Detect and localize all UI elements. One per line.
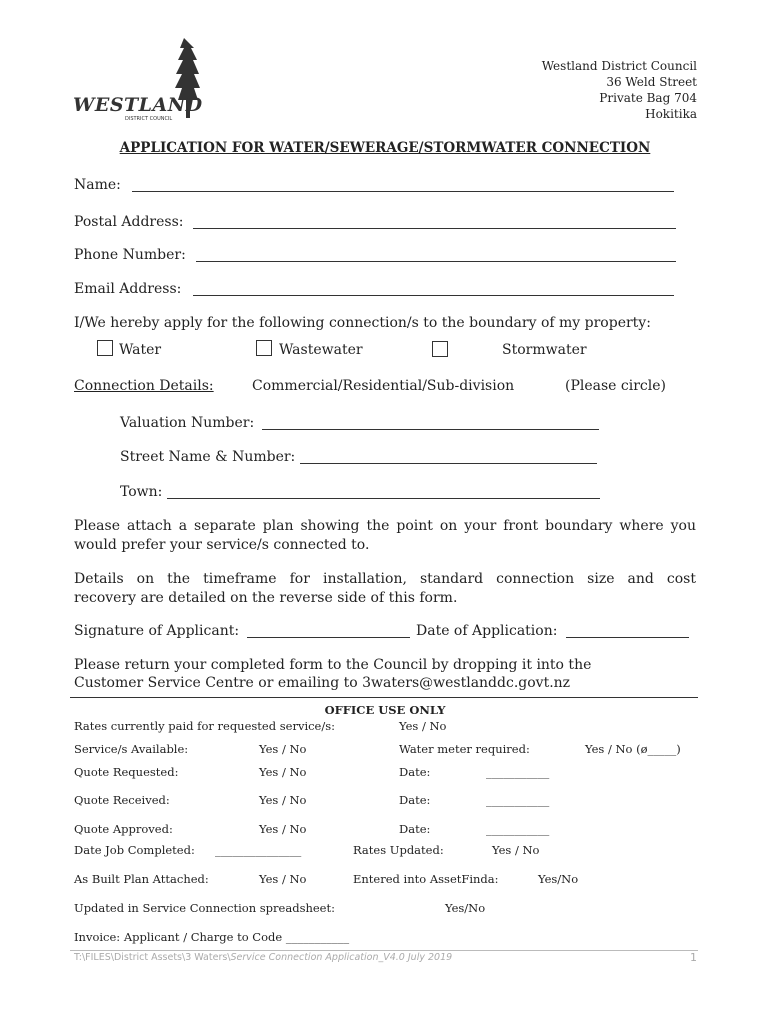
rates-updated-yes-no: Yes / No — [492, 843, 540, 857]
street-name-label: Street Name & Number: — [120, 449, 296, 465]
connection-type-options[interactable]: Commercial/Residential/Sub-division — [252, 378, 515, 394]
paragraph-line: recovery are detailed on the reverse side of this form. — [74, 590, 458, 606]
office-divider — [70, 697, 698, 698]
paragraph-line: would prefer your service/s connected to. — [74, 537, 370, 553]
phone-number-label: Phone Number: — [74, 247, 186, 263]
email-address-label: Email Address: — [74, 281, 182, 297]
stormwater-label: Stormwater — [502, 342, 587, 358]
town-label: Town: — [120, 484, 163, 500]
quote-approved-date-label: Date: — [399, 822, 431, 836]
connection-details-label: Connection Details: — [74, 378, 214, 394]
as-built-yes-no: Yes / No — [259, 872, 307, 886]
signature-field[interactable] — [247, 637, 410, 638]
office-use-heading: OFFICE USE ONLY — [324, 703, 446, 717]
paragraph-line: Customer Service Centre or emailing to 3waters@westlanddc.govt.nz — [74, 675, 571, 691]
date-job-completed-label: Date Job Completed: — [74, 843, 195, 857]
westland-logo — [70, 36, 210, 126]
details-paragraph — [74, 570, 696, 608]
date-job-completed-blank: _______________ — [215, 843, 302, 857]
logo-subtext: DISTRICT COUNCIL — [125, 116, 173, 122]
quote-approved-label: Quote Approved: — [74, 822, 173, 836]
valuation-number-label: Valuation Number: — [120, 415, 255, 431]
footer-divider — [70, 950, 698, 951]
quote-received-date-label: Date: — [399, 793, 431, 807]
rates-paid-yes-no: Yes / No — [399, 719, 447, 733]
paragraph-line: Please attach a separate plan showing the point on your front boundary where you — [74, 518, 696, 534]
quote-requested-label: Quote Requested: — [74, 765, 179, 779]
paragraph-line: Details on the timeframe for installation, standard connection size and cost — [74, 571, 696, 587]
page-number: 1 — [690, 951, 697, 964]
postal-address-field[interactable] — [193, 228, 676, 229]
spreadsheet-label: Updated in Service Connection spreadsheet: — [74, 901, 335, 915]
address-line: 36 Weld Street — [606, 75, 697, 89]
logo-wordmark: WESTLAND — [73, 94, 203, 116]
quote-approved-yes-no: Yes / No — [259, 822, 307, 836]
footer-path: T:\FILES\District Assets\3 Waters\ — [74, 952, 231, 963]
name-field[interactable] — [132, 191, 674, 192]
quote-requested-date-label: Date: — [399, 765, 431, 779]
town-field[interactable] — [167, 498, 600, 499]
asset-finda-label: Entered into AssetFinda: — [353, 872, 499, 886]
wastewater-checkbox[interactable] — [256, 340, 272, 356]
phone-number-field[interactable] — [196, 261, 676, 262]
wastewater-label: Wastewater — [279, 342, 363, 358]
council-address — [542, 58, 697, 122]
services-available-yes-no: Yes / No — [259, 742, 307, 756]
rates-updated-label: Rates Updated: — [353, 843, 444, 857]
quote-requested-yes-no: Yes / No — [259, 765, 307, 779]
apply-statement: I/We hereby apply for the following connection/s to the boundary of my property: — [74, 315, 651, 331]
spreadsheet-yes-no: Yes/No — [445, 901, 486, 915]
address-line: Private Bag 704 — [599, 91, 697, 105]
address-line: Hokitika — [645, 107, 697, 121]
street-name-field[interactable] — [300, 463, 597, 464]
please-circle-note: (Please circle) — [565, 378, 666, 394]
services-available-label: Service/s Available: — [74, 742, 189, 756]
date-of-application-field[interactable] — [566, 637, 689, 638]
quote-received-date-blank: ___________ — [486, 793, 550, 807]
paragraph-line: Please return your completed form to the Council by dropping it into the — [74, 657, 592, 673]
water-meter-label: Water meter required: — [399, 742, 530, 756]
water-checkbox[interactable] — [97, 340, 113, 356]
plan-instructions — [74, 517, 696, 555]
name-label: Name: — [74, 177, 121, 193]
postal-address-label: Postal Address: — [74, 214, 184, 230]
quote-received-yes-no: Yes / No — [259, 793, 307, 807]
as-built-label: As Built Plan Attached: — [74, 872, 209, 886]
date-of-application-label: Date of Application: — [416, 623, 558, 639]
rates-paid-label: Rates currently paid for requested service/s: — [74, 719, 336, 733]
address-line: Westland District Council — [541, 59, 697, 73]
form-title: APPLICATION FOR WATER/SEWERAGE/STORMWATER CONNECTION — [119, 140, 651, 156]
asset-finda-yes-no: Yes/No — [538, 872, 579, 886]
quote-approved-date-blank: ___________ — [486, 822, 550, 836]
footer-file-path — [74, 952, 452, 963]
return-instructions — [74, 656, 696, 692]
water-meter-yes-no: Yes / No (ø_____) — [585, 742, 681, 756]
water-label: Water — [119, 342, 162, 358]
signature-label: Signature of Applicant: — [74, 623, 240, 639]
quote-received-label: Quote Received: — [74, 793, 170, 807]
footer-document-name: Service Connection Application_V4.0 July 2019 — [230, 952, 453, 963]
stormwater-checkbox[interactable] — [432, 341, 448, 357]
email-address-field[interactable] — [193, 295, 674, 296]
quote-requested-date-blank: ___________ — [486, 765, 550, 779]
invoice-line: Invoice: Applicant / Charge to Code ___________ — [74, 930, 350, 944]
valuation-number-field[interactable] — [262, 429, 599, 430]
